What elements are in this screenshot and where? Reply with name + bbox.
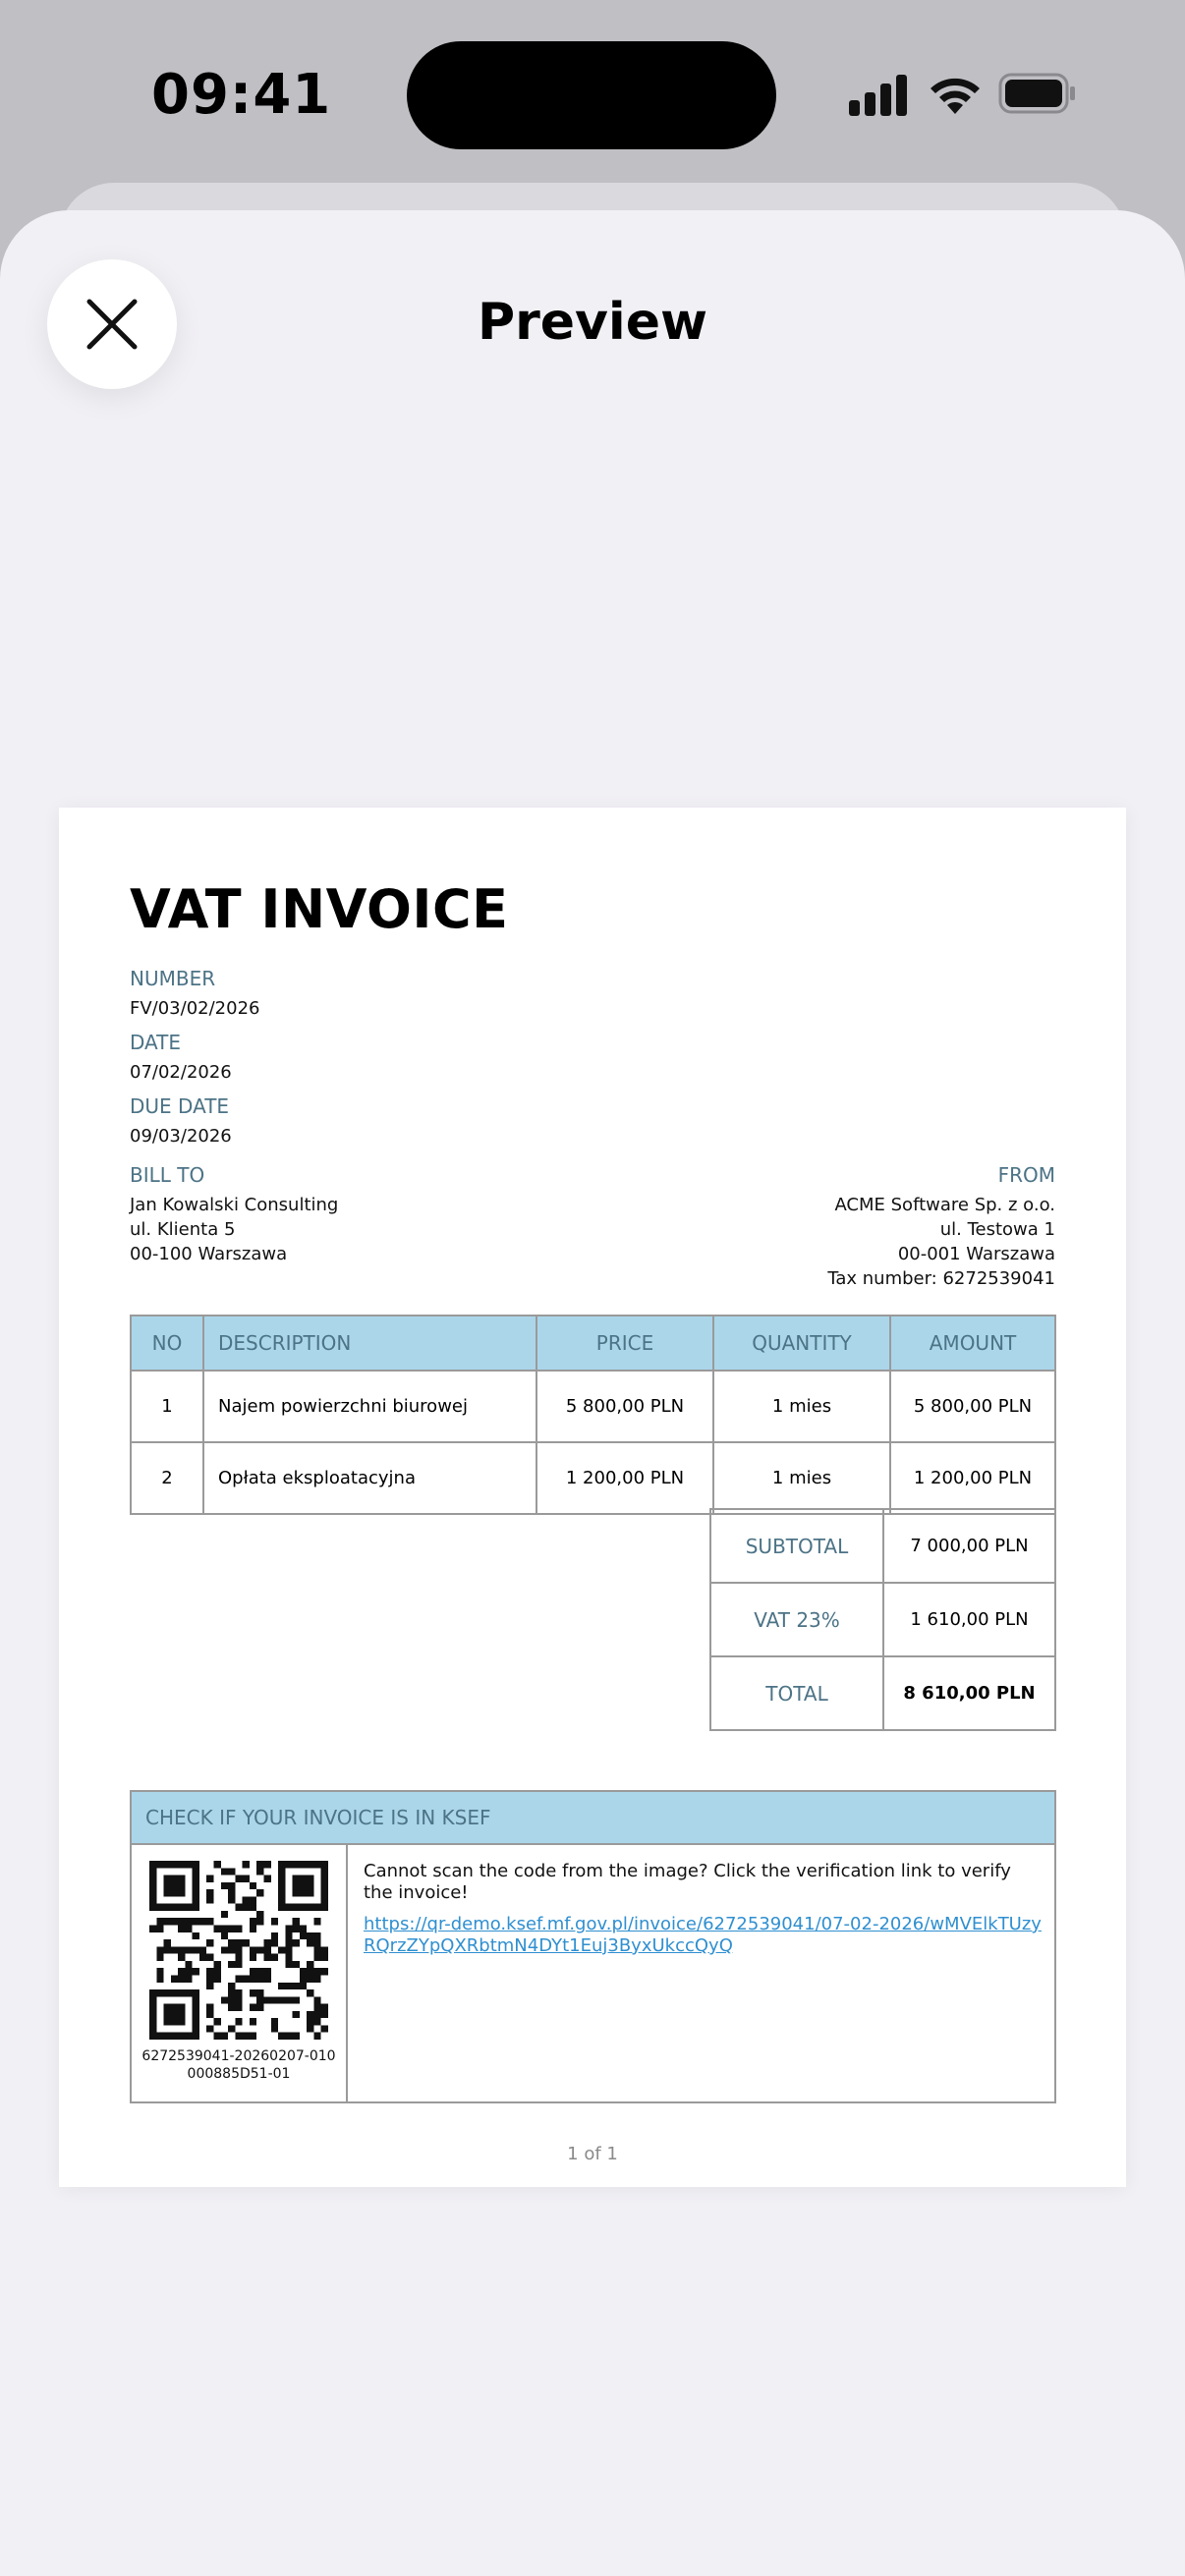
dynamic-island [407,41,776,149]
from-tax-number: Tax number: 6272539041 [827,1268,1055,1289]
total-label: TOTAL [710,1656,883,1730]
sheet-title: Preview [477,293,708,352]
totals-table [709,1508,1056,1731]
from-street: ul. Testowa 1 [939,1219,1055,1240]
qr-id: 6272539041-20260207-010000885D51-01 [141,2048,336,2082]
col-description: DESCRIPTION [203,1316,536,1371]
item-quantity: 1 mies [713,1371,890,1442]
ksef-hint: Cannot scan the code from the image? Click the verification link to verify the invoice! [364,1861,1011,1903]
item-amount: 1 200,00 PLN [890,1442,1055,1514]
qr-cell [132,1845,348,2101]
item-no: 1 [131,1371,203,1442]
table-row [131,1442,1055,1514]
vat-label: VAT 23% [710,1583,883,1656]
subtotal-value: 7 000,00 PLN [883,1509,1055,1583]
item-price: 1 200,00 PLN [536,1442,713,1514]
ksef-verification-box [130,1790,1056,2103]
date-label: DATE [130,1031,182,1054]
invoice-number: FV/03/02/2026 [130,998,260,1019]
qr-code [149,1861,328,2040]
cellular-signal-icon [849,75,908,116]
bill-to-label: BILL TO [130,1163,205,1187]
wifi-icon [928,71,983,118]
vat-value: 1 610,00 PLN [883,1583,1055,1656]
invoice-date: 07/02/2026 [130,1062,232,1083]
invoice-meta [130,967,259,1158]
bill-to-street: ul. Klienta 5 [130,1219,236,1240]
invoice-document [59,808,1126,2187]
table-row [131,1371,1055,1442]
subtotal-label: SUBTOTAL [710,1509,883,1583]
ksef-heading: CHECK IF YOUR INVOICE IS IN KSEF [132,1792,1054,1845]
item-description: Opłata eksploatacyjna [203,1442,536,1514]
from-label: FROM [997,1163,1055,1187]
col-amount: AMOUNT [890,1316,1055,1371]
bill-to-block [130,1163,338,1266]
item-no: 2 [131,1442,203,1514]
subtotal-row [710,1509,1055,1583]
bill-to-name: Jan Kowalski Consulting [130,1195,339,1215]
total-row [710,1656,1055,1730]
battery-icon [998,73,1077,114]
col-price: PRICE [536,1316,713,1371]
from-block [827,1163,1055,1291]
from-city: 00-001 Warszawa [897,1244,1055,1264]
ksef-verification-link[interactable]: https://qr-demo.ksef.mf.gov.pl/invoice/6272539041/07-02-2026/wMVElkTUzyRQrzZYpQXRbtmN4DYt1Euj3ByxUkccQyQ [364,1914,1042,1956]
from-name: ACME Software Sp. z o.o. [834,1195,1055,1215]
invoice-due-date: 09/03/2026 [130,1126,232,1147]
invoice-title: VAT INVOICE [130,878,509,940]
col-no: NO [131,1316,203,1371]
line-items-table [130,1315,1056,1515]
status-time: 09:41 [151,63,332,127]
page-count: 1 of 1 [567,2144,618,2164]
due-date-label: DUE DATE [130,1094,230,1118]
item-quantity: 1 mies [713,1442,890,1514]
item-amount: 5 800,00 PLN [890,1371,1055,1442]
table-header-row [131,1316,1055,1371]
total-value: 8 610,00 PLN [883,1656,1055,1730]
number-label: NUMBER [130,967,216,990]
bill-to-city: 00-100 Warszawa [130,1244,288,1264]
col-quantity: QUANTITY [713,1316,890,1371]
vat-row [710,1583,1055,1656]
item-price: 5 800,00 PLN [536,1371,713,1442]
item-description: Najem powierzchni biurowej [203,1371,536,1442]
